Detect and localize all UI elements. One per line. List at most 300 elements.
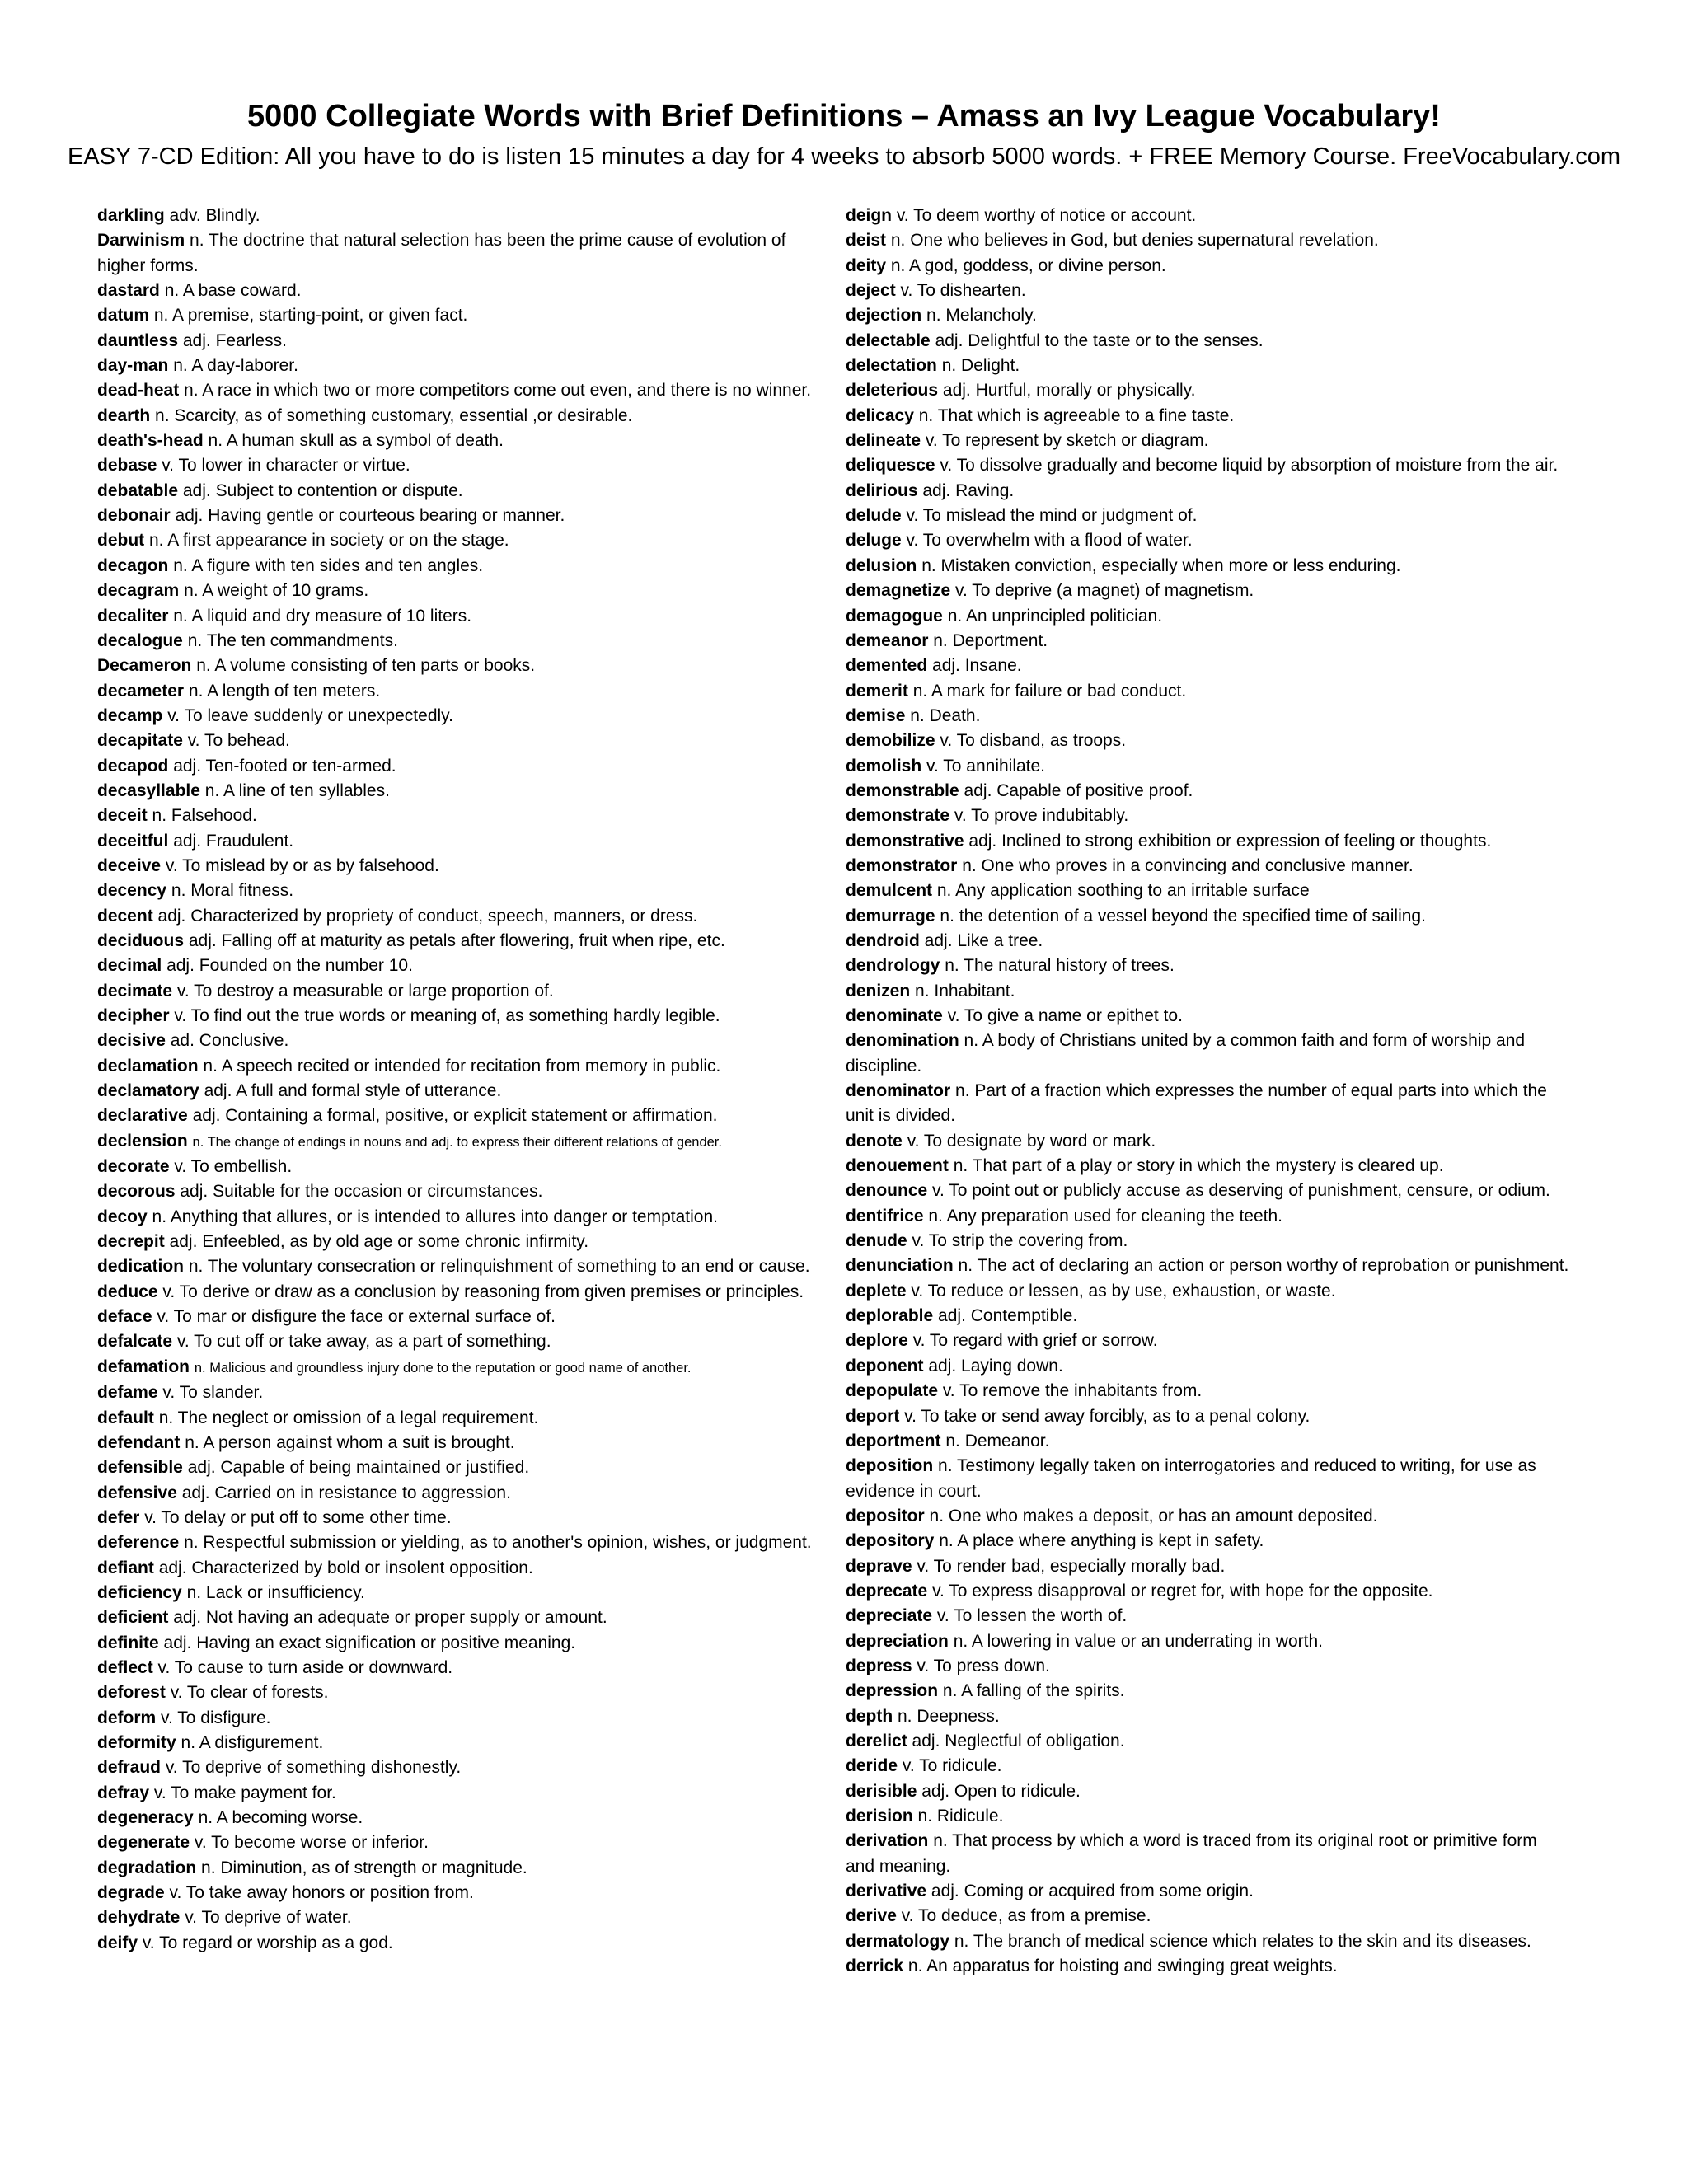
entry-term: denominator xyxy=(846,1081,951,1101)
entry-definition: adj. Containing a formal, positive, or explicit statement or affirmation. xyxy=(192,1106,718,1126)
dictionary-entry xyxy=(97,1656,831,1680)
entry-term: deformity xyxy=(97,1732,176,1752)
dictionary-entry xyxy=(97,929,831,954)
entry-term: deceit xyxy=(97,806,148,826)
entry-term: decapitate xyxy=(97,731,183,751)
entry-term: deceive xyxy=(97,855,162,875)
entry-definition: n. A line of ten syllables. xyxy=(204,780,390,800)
entry-term: delectation xyxy=(846,356,937,376)
dictionary-entry xyxy=(97,1856,831,1881)
entry-definition: adj. Like a tree. xyxy=(924,930,1043,950)
entry-term: dehydrate xyxy=(97,1908,181,1928)
entry-term: demonstrative xyxy=(846,831,964,851)
entry-definition: n. The act of declaring an action or person worthy of reprobation or punishment. xyxy=(958,1256,1569,1276)
dictionary-entry xyxy=(97,854,831,879)
entry-definition: adj. Capable of being maintained or justified. xyxy=(187,1458,530,1478)
entry-definition: v. To express disapproval or regret for, with hope for the opposite. xyxy=(932,1581,1433,1601)
entry-term: degenerate xyxy=(97,1833,190,1853)
entry-term: deciduous xyxy=(97,930,185,950)
entry-definition: n. Moral fitness. xyxy=(171,881,294,901)
entry-term: demonstrate xyxy=(846,806,950,826)
entry-definition: n. A volume consisting of ten parts or books. xyxy=(196,656,536,676)
dictionary-entry xyxy=(846,303,1569,328)
entry-term: darkling xyxy=(97,206,165,225)
entry-definition: n. Any preparation used for cleaning the teeth. xyxy=(928,1206,1283,1226)
entry-term: dastard xyxy=(97,281,160,301)
dictionary-entry xyxy=(846,579,1569,603)
entry-definition: v. To embellish. xyxy=(174,1157,293,1177)
entry-definition: n. The neglect or omission of a legal requirement. xyxy=(158,1408,539,1427)
dictionary-entry xyxy=(846,1154,1569,1179)
entry-term: deist xyxy=(846,231,887,251)
dictionary-entry xyxy=(846,704,1569,729)
entry-term: defame xyxy=(97,1383,158,1403)
entry-term: decagram xyxy=(97,581,180,601)
dictionary-entry xyxy=(846,1229,1569,1254)
entry-term: deplore xyxy=(846,1331,908,1351)
entry-definition: n. That which is agreeable to a fine taste. xyxy=(918,405,1235,425)
entry-definition: n. A disfigurement. xyxy=(181,1732,324,1752)
entry-term: denominate xyxy=(846,1006,943,1025)
dictionary-entry xyxy=(97,1506,831,1530)
entry-term: debonair xyxy=(97,506,171,526)
dictionary-entry xyxy=(846,378,1569,403)
entry-term: decapod xyxy=(97,756,169,776)
entry-definition: v. To dishearten. xyxy=(900,281,1026,301)
dictionary-entry xyxy=(97,1905,831,1930)
entry-definition: n. Death. xyxy=(910,705,981,725)
dictionary-entry xyxy=(97,228,831,279)
entry-term: denomination xyxy=(846,1031,959,1051)
dictionary-entry xyxy=(97,1881,831,1905)
dictionary-entry xyxy=(97,679,831,704)
entry-definition: n. Malicious and groundless injury done to the reputation or good name of another. xyxy=(194,1360,692,1376)
dictionary-entry xyxy=(846,228,1569,253)
dictionary-entry xyxy=(846,979,1569,1004)
entry-definition: adj. Having an exact signification or positive meaning. xyxy=(163,1633,576,1652)
entry-definition: n. One who believes in God, but denies supernatural revelation. xyxy=(890,231,1379,251)
entry-definition: n. A figure with ten sides and ten angles. xyxy=(173,555,484,575)
dictionary-entry xyxy=(97,1254,831,1279)
entry-definition: n. That part of a play or story in which the mystery is cleared up. xyxy=(953,1156,1444,1176)
dictionary-entry xyxy=(846,279,1569,303)
entry-term: derisible xyxy=(846,1781,917,1801)
entry-term: depositor xyxy=(846,1506,925,1526)
entry-definition: n. A place where anything is kept in safety. xyxy=(939,1531,1264,1551)
dictionary-entry xyxy=(97,1680,831,1705)
entry-term: delineate xyxy=(846,431,921,451)
dictionary-entry xyxy=(846,1554,1569,1579)
entry-term: deceitful xyxy=(97,831,169,851)
entry-term: deficiency xyxy=(97,1582,182,1602)
entry-definition: adj. Fearless. xyxy=(182,330,287,350)
entry-term: delectable xyxy=(846,330,931,350)
dictionary-entry xyxy=(97,904,831,929)
entry-term: dauntless xyxy=(97,330,179,350)
dictionary-entry xyxy=(846,754,1569,779)
entry-definition: v. To deprive (a magnet) of magnetism. xyxy=(955,581,1254,601)
entry-definition: n. The ten commandments. xyxy=(187,630,398,650)
dictionary-entry xyxy=(846,804,1569,828)
entry-term: defer xyxy=(97,1507,140,1527)
entry-definition: n. A premise, starting-point, or given fact. xyxy=(153,306,468,326)
entry-definition: v. To disband, as troops. xyxy=(940,731,1127,751)
dictionary-entry xyxy=(97,1179,831,1204)
entry-definition: n. Melancholy. xyxy=(926,306,1037,326)
dictionary-entry xyxy=(846,1704,1569,1729)
entry-definition: v. To render bad, especially morally bad. xyxy=(917,1556,1226,1576)
dictionary-entry xyxy=(97,704,831,729)
dictionary-entry xyxy=(846,1204,1569,1229)
entry-term: denouement xyxy=(846,1156,949,1176)
dictionary-entry xyxy=(846,1779,1569,1804)
dictionary-entry xyxy=(846,204,1569,228)
entry-term: deponent xyxy=(846,1356,924,1376)
entry-term: depopulate xyxy=(846,1381,939,1401)
entry-definition: adj. Suitable for the occasion or circumstances. xyxy=(180,1182,543,1202)
dictionary-entry xyxy=(97,779,831,804)
dictionary-entry xyxy=(97,1329,831,1354)
dictionary-entry xyxy=(846,1254,1569,1278)
entry-definition: v. To disfigure. xyxy=(161,1708,271,1727)
entry-term: decimate xyxy=(97,981,173,1001)
entry-definition: v. To mislead the mind or judgment of. xyxy=(906,506,1198,526)
entry-term: deride xyxy=(846,1756,898,1776)
entry-definition: n. An unprincipled politician. xyxy=(947,606,1163,626)
entry-definition: adj. Neglectful of obligation. xyxy=(912,1731,1125,1750)
entry-term: deport xyxy=(846,1406,900,1426)
entry-definition: n. One who makes a deposit, or has an amount deposited. xyxy=(929,1506,1378,1526)
entry-term: denunciation xyxy=(846,1256,954,1276)
dictionary-entry xyxy=(97,1581,831,1605)
dictionary-entry xyxy=(97,1530,831,1555)
entry-term: decent xyxy=(97,906,153,926)
dictionary-entry xyxy=(97,829,831,854)
dictionary-entry xyxy=(97,303,831,328)
entry-term: deportment xyxy=(846,1431,941,1451)
entry-term: depth xyxy=(846,1706,893,1726)
dictionary-entry xyxy=(846,1879,1569,1904)
entry-definition: adj. Insane. xyxy=(932,656,1022,676)
dictionary-entry xyxy=(97,579,831,603)
dictionary-entry xyxy=(97,1781,831,1806)
entry-definition: v. To press down. xyxy=(917,1656,1050,1675)
dictionary-entry xyxy=(846,779,1569,804)
dictionary-entry xyxy=(846,254,1569,279)
dictionary-entry xyxy=(97,1079,831,1104)
entry-term: deforest xyxy=(97,1683,166,1703)
entry-term: dentifrice xyxy=(846,1206,924,1226)
dictionary-entry xyxy=(97,754,831,779)
dictionary-entry xyxy=(97,554,831,579)
dictionary-entry xyxy=(97,1054,831,1079)
entry-term: depreciation xyxy=(846,1631,949,1651)
dictionary-entry xyxy=(97,204,831,228)
page-title: 5000 Collegiate Words with Brief Definitions – Amass an Ivy League Vocabulary! xyxy=(247,99,1441,134)
entry-definition: v. To designate by word or mark. xyxy=(907,1131,1156,1151)
entry-definition: v. To deduce, as from a premise. xyxy=(901,1906,1151,1926)
dictionary-entry xyxy=(846,1929,1569,1954)
entry-definition: n. A length of ten meters. xyxy=(188,681,381,701)
dictionary-entry xyxy=(97,1406,831,1431)
dictionary-entry xyxy=(846,1279,1569,1304)
entry-definition: adj. Subject to contention or dispute. xyxy=(182,480,463,500)
entry-definition: v. To remove the inhabitants from. xyxy=(942,1381,1203,1401)
entry-definition: n. Anything that allures, or is intended to allures into danger or temptation. xyxy=(152,1207,718,1226)
entry-definition: n. the detention of a vessel beyond the specified time of sailing. xyxy=(940,906,1426,926)
entry-term: defraud xyxy=(97,1758,162,1778)
entry-term: defendant xyxy=(97,1432,181,1452)
entry-term: derision xyxy=(846,1807,913,1825)
entry-definition: n. That process by which a word is traced from its original root or primitive form and meaning. xyxy=(846,1831,1537,1876)
dictionary-entry xyxy=(97,1605,831,1630)
entry-definition: n. Diminution, as of strength or magnitude. xyxy=(201,1858,528,1877)
entry-definition: v. To regard or worship as a god. xyxy=(142,1933,393,1952)
entry-term: deplorable xyxy=(846,1306,934,1326)
dictionary-entry xyxy=(846,1329,1569,1353)
entry-definition: n. A person against whom a suit is brought. xyxy=(185,1432,515,1452)
page-subtitle: EASY 7-CD Edition: All you have to do is listen 15 minutes a day for 4 weeks to absorb 5000 words. + FREE Memory Course. FreeVocabulary.com xyxy=(67,143,1621,170)
entry-definition: adj. Inclined to strong exhibition or expression of feeling or thoughts. xyxy=(968,831,1492,851)
entry-term: deface xyxy=(97,1307,152,1327)
entry-definition: v. To point out or publicly accuse as deserving of punishment, censure, or odium. xyxy=(932,1181,1550,1201)
dictionary-entry xyxy=(846,329,1569,354)
dictionary-entry xyxy=(97,1355,831,1380)
entry-definition: n. A speech recited or intended for recitation from memory in public. xyxy=(203,1056,721,1076)
entry-term: depress xyxy=(846,1656,912,1675)
entry-definition: n. Falsehood. xyxy=(152,806,257,826)
entry-term: deform xyxy=(97,1708,157,1727)
dictionary-entry xyxy=(846,1904,1569,1929)
entry-term: deprave xyxy=(846,1556,912,1576)
entry-term: Darwinism xyxy=(97,231,185,251)
entry-definition: adj. Fraudulent. xyxy=(173,831,294,851)
entry-term: dearth xyxy=(97,405,151,425)
dictionary-entry xyxy=(846,904,1569,929)
entry-term: declamatory xyxy=(97,1081,199,1101)
entry-term: deject xyxy=(846,281,896,301)
entry-definition: adj. Having gentle or courteous bearing or manner. xyxy=(175,506,565,526)
entry-definition: v. To cause to turn aside or downward. xyxy=(157,1657,453,1677)
dictionary-entry xyxy=(846,1654,1569,1679)
dictionary-entry xyxy=(97,1431,831,1455)
entry-term: derivative xyxy=(846,1882,927,1901)
entry-definition: adj. Laying down. xyxy=(928,1356,1063,1376)
entry-term: decrepit xyxy=(97,1232,165,1252)
entry-term: declension xyxy=(97,1131,188,1151)
entry-definition: n. The change of endings in nouns and adj. to express their different relations of gender. xyxy=(192,1134,722,1150)
entry-term: default xyxy=(97,1408,154,1427)
dictionary-entry xyxy=(846,1004,1569,1029)
entry-definition: v. To ridicule. xyxy=(902,1756,1002,1776)
entry-definition: adj. Founded on the number 10. xyxy=(166,956,413,976)
entry-term: defiant xyxy=(97,1558,154,1577)
dictionary-entry xyxy=(846,829,1569,854)
entry-definition: n. Lack or insufficiency. xyxy=(186,1582,365,1602)
entry-term: denizen xyxy=(846,981,911,1001)
entry-term: derivation xyxy=(846,1831,929,1851)
entry-term: delicacy xyxy=(846,405,914,425)
dictionary-entry xyxy=(97,404,831,429)
entry-definition: n. A lowering in value or an underrating in worth. xyxy=(953,1631,1323,1651)
dictionary-entry xyxy=(97,429,831,453)
dictionary-entry xyxy=(846,1404,1569,1429)
dictionary-entry xyxy=(97,279,831,303)
entry-definition: n. A becoming worse. xyxy=(198,1808,363,1827)
entry-definition: v. To make payment for. xyxy=(153,1783,336,1802)
entry-term: deduce xyxy=(97,1282,158,1301)
dictionary-entry xyxy=(97,1481,831,1506)
entry-term: deflect xyxy=(97,1657,153,1677)
entry-definition: n. The branch of medical science which relates to the skin and its diseases. xyxy=(954,1931,1531,1951)
entry-definition: adj. Coming or acquired from some origin. xyxy=(931,1882,1254,1901)
entry-term: demurrage xyxy=(846,906,935,926)
dictionary-entry xyxy=(97,979,831,1004)
dictionary-entry xyxy=(846,629,1569,654)
entry-term: demulcent xyxy=(846,881,933,901)
entry-definition: n. Any application soothing to an irritable surface xyxy=(936,881,1310,901)
entry-term: decoy xyxy=(97,1207,148,1226)
entry-definition: v. To find out the true words or meaning of, as something hardly legible. xyxy=(174,1006,720,1025)
entry-definition: v. To deprive of something dishonestly. xyxy=(165,1758,462,1778)
left-column xyxy=(97,204,831,1956)
entry-term: depression xyxy=(846,1681,939,1701)
entry-definition: n. Ridicule. xyxy=(917,1807,1004,1825)
dictionary-entry xyxy=(846,879,1569,903)
entry-term: decagon xyxy=(97,555,169,575)
dictionary-entry xyxy=(846,354,1569,378)
entry-term: decorate xyxy=(97,1157,170,1177)
entry-definition: adj. Ten-footed or ten-armed. xyxy=(173,756,396,776)
dictionary-entry xyxy=(846,1529,1569,1554)
entry-definition: v. To reduce or lessen, as by use, exhaustion, or waste. xyxy=(911,1281,1336,1301)
entry-definition: n. Inhabitant. xyxy=(915,981,1015,1001)
entry-definition: v. To take away honors or position from. xyxy=(169,1883,474,1903)
entry-term: derive xyxy=(846,1906,897,1926)
dictionary-entry xyxy=(846,1454,1569,1504)
entry-definition: n. Deportment. xyxy=(933,630,1048,650)
entry-definition: n. An apparatus for hoisting and swinging great weights. xyxy=(907,1957,1338,1976)
dictionary-entry xyxy=(97,654,831,678)
dictionary-entry xyxy=(97,1806,831,1830)
entry-term: decamp xyxy=(97,705,163,725)
entry-term: decisive xyxy=(97,1031,166,1051)
entry-definition: ad. Conclusive. xyxy=(170,1031,289,1051)
dictionary-entry xyxy=(97,479,831,504)
dictionary-entry xyxy=(97,879,831,903)
entry-definition: adv. Blindly. xyxy=(169,206,260,225)
entry-definition: adj. Raving. xyxy=(922,480,1015,500)
entry-definition: n. One who proves in a convincing and conclusive manner. xyxy=(962,855,1414,875)
dictionary-entry xyxy=(846,654,1569,678)
entry-definition: v. To deprive of water. xyxy=(185,1908,352,1928)
entry-definition: v. To derive or draw as a conclusion by reasoning from given premises or principles. xyxy=(162,1282,804,1301)
dictionary-entry xyxy=(97,1205,831,1230)
entry-term: denude xyxy=(846,1231,907,1251)
entry-definition: v. To behead. xyxy=(187,731,290,751)
entry-term: debase xyxy=(97,456,157,476)
dictionary-entry xyxy=(97,1731,831,1755)
entry-definition: n. Demeanor. xyxy=(945,1431,1050,1451)
entry-definition: n. Part of a fraction which expresses the number of equal parts into which the unit is divided. xyxy=(846,1081,1547,1126)
entry-definition: v. To lower in character or virtue. xyxy=(162,456,410,476)
entry-definition: v. To take or send away forcibly, as to a penal colony. xyxy=(904,1406,1311,1426)
entry-definition: adj. Characterized by propriety of conduct, speech, manners, or dress. xyxy=(157,906,698,926)
entry-term: decency xyxy=(97,881,167,901)
dictionary-entry xyxy=(846,1354,1569,1379)
dictionary-entry xyxy=(97,354,831,378)
dictionary-entry xyxy=(97,1230,831,1254)
dictionary-entry xyxy=(846,1754,1569,1779)
entry-definition: n. A first appearance in society or on the stage. xyxy=(149,531,509,551)
dictionary-entry xyxy=(97,1931,831,1956)
entry-definition: v. To annihilate. xyxy=(926,756,1046,776)
dictionary-entry xyxy=(846,954,1569,978)
dictionary-entry xyxy=(97,954,831,978)
entry-definition: n. The natural history of trees. xyxy=(945,956,1175,976)
dictionary-entry xyxy=(97,629,831,654)
entry-definition: n. A falling of the spirits. xyxy=(942,1681,1125,1701)
entry-definition: v. To regard with grief or sorrow. xyxy=(912,1331,1158,1351)
entry-term: decipher xyxy=(97,1006,170,1025)
entry-term: dendroid xyxy=(846,930,920,950)
dictionary-entry xyxy=(97,604,831,629)
entry-term: deliquesce xyxy=(846,456,935,476)
entry-term: derelict xyxy=(846,1731,907,1750)
entry-definition: v. To mar or disfigure the face or external surface of. xyxy=(157,1307,556,1327)
entry-term: degrade xyxy=(97,1883,165,1903)
entry-term: decaliter xyxy=(97,606,169,626)
dictionary-entry xyxy=(846,854,1569,879)
entry-term: demobilize xyxy=(846,731,935,751)
entry-term: derrick xyxy=(846,1957,904,1976)
entry-definition: n. A day-laborer. xyxy=(173,356,298,376)
entry-definition: n. A mark for failure or bad conduct. xyxy=(912,681,1187,701)
dictionary-entry xyxy=(846,679,1569,704)
dictionary-entry xyxy=(846,404,1569,429)
entry-definition: v. To deem worthy of notice or account. xyxy=(896,206,1197,225)
entry-term: death's-head xyxy=(97,431,204,451)
entry-definition: n. A human skull as a symbol of death. xyxy=(208,431,504,451)
dictionary-entry xyxy=(97,528,831,553)
dictionary-entry xyxy=(97,1305,831,1329)
entry-term: demise xyxy=(846,705,906,725)
dictionary-entry xyxy=(97,1556,831,1581)
dictionary-entry xyxy=(97,504,831,528)
entry-definition: v. To destroy a measurable or large proportion of. xyxy=(176,981,554,1001)
entry-term: declarative xyxy=(97,1106,188,1126)
dictionary-entry xyxy=(846,604,1569,629)
entry-term: demonstrator xyxy=(846,855,958,875)
entry-definition: v. To clear of forests. xyxy=(170,1683,329,1703)
entry-term: demented xyxy=(846,656,928,676)
entry-term: datum xyxy=(97,306,149,326)
dictionary-entry xyxy=(97,378,831,403)
dictionary-entry xyxy=(846,1129,1569,1154)
entry-term: deficient xyxy=(97,1608,169,1628)
entry-term: defamation xyxy=(97,1357,190,1376)
dictionary-entry xyxy=(846,1379,1569,1404)
entry-definition: v. To represent by sketch or diagram. xyxy=(925,431,1209,451)
dictionary-entry xyxy=(846,1504,1569,1529)
entry-term: defensible xyxy=(97,1458,183,1478)
entry-term: demagogue xyxy=(846,606,943,626)
entry-term: decorous xyxy=(97,1182,176,1202)
entry-term: degeneracy xyxy=(97,1808,194,1827)
dictionary-entry xyxy=(846,1629,1569,1654)
entry-term: demeanor xyxy=(846,630,929,650)
entry-definition: n. Deepness. xyxy=(898,1706,1000,1726)
